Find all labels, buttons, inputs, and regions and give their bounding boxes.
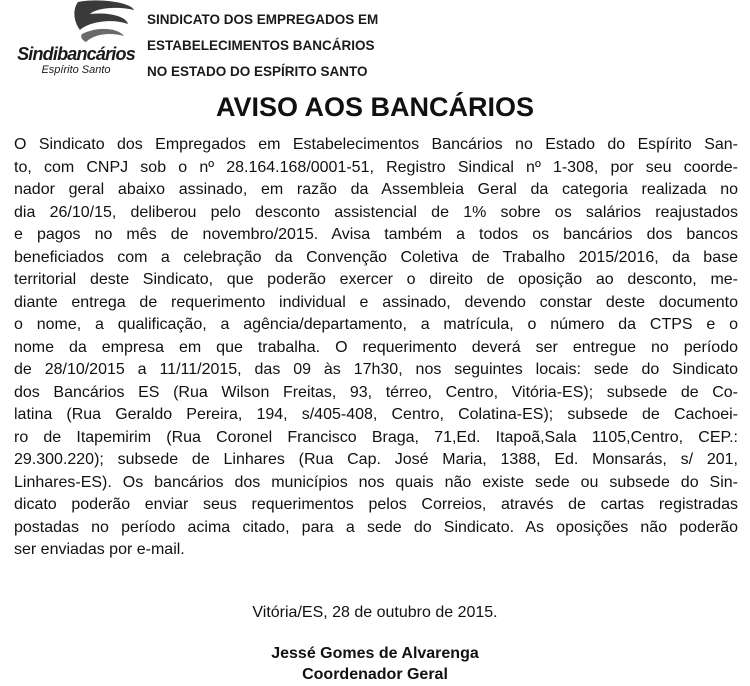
organization-name [147, 7, 378, 85]
sindibancarios-logo [10, 0, 140, 82]
body-line: beneficiados com a celebração da Convenção Coletiva de Trabalho 2015/2016, da base [14, 248, 738, 266]
body-line: e pagos no mês de novembro/2015. Avisa também a todos os bancários dos bancos [14, 226, 738, 243]
body-line: nome da empresa em que trabalha. O requerimento deverá ser entregue no período [14, 338, 738, 356]
body-line: dia 26/10/15, deliberou pelo desconto assistencial de 1% sobre os salários reajustados [14, 203, 738, 221]
signer-role: Coordenador Geral [302, 666, 448, 683]
notice-title: AVISO AOS BANCÁRIOS [215, 92, 535, 122]
logo-name: Sindibancários [17, 44, 135, 64]
body-line: ser enviadas por e-mail. [14, 541, 185, 558]
body-line: to, com CNPJ sob o nº 28.164.168/0001-51, Registro Sindical nº 1-308, por seu coorde- [14, 158, 738, 176]
body-line: de 28/10/2015 a 11/11/2015, das 09 às 17h30, nos seguintes locais: sede do Sindicato [14, 361, 738, 378]
signer-name: Jessé Gomes de Alvarenga [271, 645, 479, 662]
body-line: dos Bancários ES (Rua Wilson Freitas, 93, térreo, Centro, Vitória-ES); subsede de Co- [14, 383, 738, 401]
body-line: Linhares-ES). Os bancários dos municípios nos quais não existe sede ou subsede do Sin- [14, 473, 738, 491]
body-line: dicato poderão enviar seus requerimentos pelos Correios, através de cartas registradas [14, 496, 738, 513]
logo-subtitle: Espírito Santo [41, 64, 111, 76]
body-line: diante entrega de requerimento individual e assinado, devendo constar deste documento [14, 293, 738, 311]
place-and-date: Vitória/ES, 28 de outubro de 2015. [252, 604, 498, 621]
body-line: territorial deste Sindicato, que poderão exercer o direito de oposição ao desconto, me- [14, 271, 738, 288]
logo-swoosh-icon [68, 0, 138, 48]
body-line: ro de Itapemirim (Rua Coronel Francisco Braga, 71,Ed. Itapoã,Sala 1105,Centro, CEP.: [14, 428, 738, 446]
org-name-line: ESTABELECIMENTOS BANCÁRIOS [147, 38, 375, 53]
body-line: 29.300.220); subsede de Linhares (Rua Cap. José Maria, 1388, Ed. Monsarás, s/ 201, [14, 451, 738, 468]
org-name-line: NO ESTADO DO ESPÍRITO SANTO [147, 64, 368, 79]
letterhead [0, 0, 750, 82]
body-line: postadas no período acima citado, para a sede do Sindicato. As oposições não poderão [14, 518, 738, 536]
notice-body [14, 134, 738, 562]
body-line: o nome, a qualificação, a agência/departamento, a matrícula, o número da CTPS e o [14, 316, 738, 333]
body-line: nador geral abaixo assinado, em razão da Assembleia Geral da categoria realizada no [14, 181, 738, 198]
body-line: O Sindicato dos Empregados em Estabelecimentos Bancários no Estado do Espírito San- [14, 136, 738, 153]
body-line: latina (Rua Geraldo Pereira, 194, s/405-408, Centro, Colatina-ES); subsede de Cachoei- [14, 406, 738, 423]
org-name-line: SINDICATO DOS EMPREGADOS EM [147, 12, 379, 27]
